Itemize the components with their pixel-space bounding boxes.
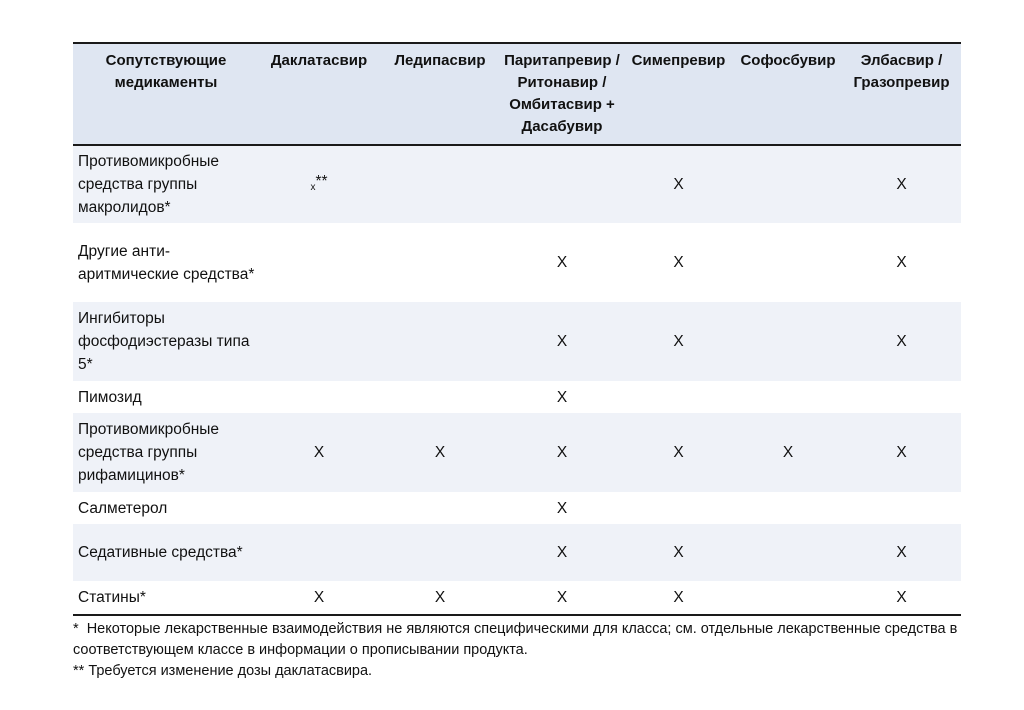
interaction-cell (501, 145, 623, 223)
interaction-cell (379, 524, 501, 581)
row-drug-name: Ингибиторы фосфодиэстеразы типа 5* (73, 302, 259, 381)
interaction-cell: X (501, 413, 623, 492)
header-simeprevir: Симепревир (623, 43, 734, 145)
footnote-marker: ** (315, 173, 328, 190)
header-elbasvir-grazoprevir: Элбасвир / Гразопревир (842, 43, 961, 145)
table-row (73, 381, 961, 413)
interaction-cell: X (556, 499, 568, 517)
interaction-cell (259, 492, 379, 524)
interaction-cell (259, 302, 379, 381)
row-drug-name: Статины* (78, 589, 146, 606)
interaction-cell: X (842, 524, 961, 581)
interaction-cell (379, 492, 501, 524)
footnotes (73, 619, 961, 682)
interaction-cell: X (673, 254, 684, 271)
interaction-cell: X (434, 589, 446, 606)
interaction-cell: X (896, 589, 907, 606)
interaction-cell: X (623, 145, 734, 223)
interaction-cell: X (556, 589, 568, 606)
interaction-cell: X (623, 413, 734, 492)
interaction-cell (623, 492, 734, 524)
interaction-cell: X (896, 254, 907, 271)
document-page (73, 42, 961, 682)
table-row (73, 524, 961, 581)
interaction-cell (259, 524, 379, 581)
interaction-cell (734, 524, 842, 581)
row-drug-name: Пимозид (78, 388, 142, 406)
interaction-cell: X (842, 145, 961, 223)
interaction-cell: X (842, 413, 961, 492)
interaction-cell: X (623, 302, 734, 381)
interaction-cell: X (259, 413, 379, 492)
interaction-cell (842, 381, 961, 413)
interaction-cell: X (842, 302, 961, 381)
interaction-cell: X (734, 413, 842, 492)
interaction-cell: X (313, 589, 325, 606)
row-drug-name: Седативные средства* (73, 524, 259, 581)
interaction-cell (623, 381, 734, 413)
drug-interaction-table (73, 42, 961, 616)
table-header (73, 43, 961, 145)
interaction-cell (842, 492, 961, 524)
header-sofosbuvir: Софосбувир (734, 43, 842, 145)
interaction-cell (379, 223, 501, 302)
header-daclatasvir: Даклатасвир (259, 43, 379, 145)
header-paritaprevir-combo: Паритапревир / Ритонавир / Омбитасвир + Дасабувир (501, 43, 623, 145)
interaction-cell (734, 492, 842, 524)
interaction-cell (379, 302, 501, 381)
interaction-cell (379, 381, 501, 413)
interaction-cell (734, 145, 842, 223)
header-concomitant-drugs: Сопутствующие медикаменты (73, 43, 259, 145)
table-row (73, 413, 961, 492)
header-ledipasvir: Ледипасвир (379, 43, 501, 145)
interaction-cell: X (501, 524, 623, 581)
interaction-cell (734, 581, 842, 615)
interaction-cell (259, 381, 379, 413)
table-row (73, 492, 961, 524)
footnote-class-interactions: * Некоторые лекарственные взаимодействия не являются специфическими для класса; см. отдельные лекарственные средства в соответствующем классе в информации о прописывании продукта. (73, 621, 962, 658)
row-drug-name: Салметерол (78, 499, 168, 517)
interaction-cell (734, 381, 842, 413)
interaction-cell (259, 145, 379, 223)
interaction-cell: X (379, 413, 501, 492)
row-drug-name: Другие анти-аритмические средства* (78, 242, 255, 283)
interaction-cell (734, 223, 842, 302)
interaction-cell: X (556, 388, 568, 406)
table-body (73, 145, 961, 615)
table-row (73, 302, 961, 381)
header-row (73, 43, 961, 145)
table-row (73, 581, 961, 615)
interaction-cell: X (623, 524, 734, 581)
interaction-cell: X (556, 254, 568, 271)
interaction-cell (734, 302, 842, 381)
interaction-cell (259, 223, 379, 302)
interaction-mark: x (310, 182, 316, 193)
interaction-cell: X (673, 589, 684, 606)
table-row (73, 145, 961, 223)
interaction-cell (379, 145, 501, 223)
table-row (73, 223, 961, 302)
row-drug-name: Противомикробные средства группы макролидов* (73, 145, 259, 223)
footnote-dose-change: ** Требуется изменение дозы даклатасвира. (73, 663, 373, 679)
row-drug-name: Противомикробные средства группы рифамицинов* (73, 413, 259, 492)
interaction-cell: X (501, 302, 623, 381)
